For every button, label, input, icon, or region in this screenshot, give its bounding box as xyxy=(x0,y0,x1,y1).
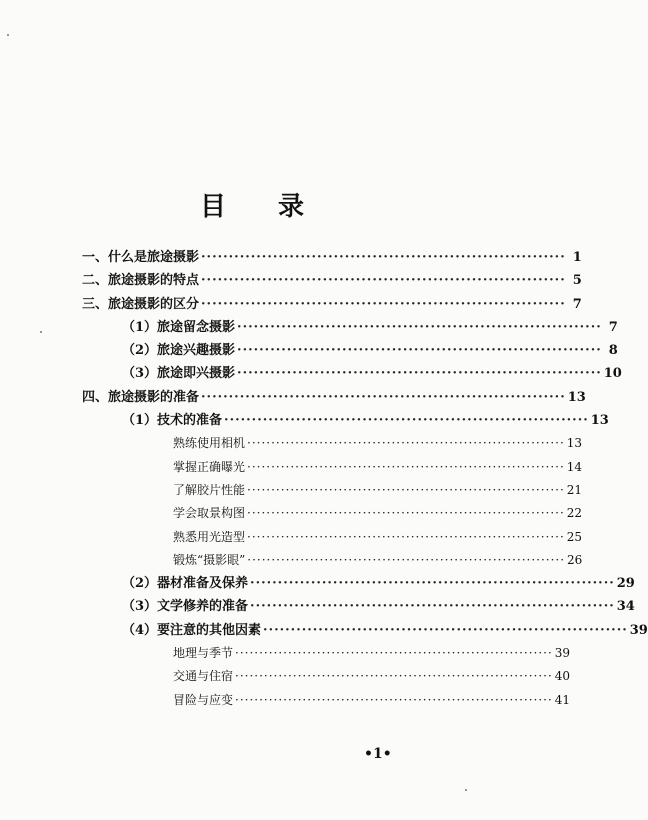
toc-entry-label: 地理与季节 xyxy=(173,646,234,661)
toc-entry-label: 熟练使用相机 xyxy=(173,436,246,451)
toc-entry-page: 39 xyxy=(554,646,571,661)
toc-entry-page: 7 xyxy=(572,296,582,312)
toc-entry xyxy=(82,409,609,432)
toc-entry xyxy=(82,362,622,385)
toc-entry xyxy=(82,386,586,409)
toc-entry-label: （3）旅途即兴摄影 xyxy=(122,366,236,382)
toc-entry-label: 交通与住宿 xyxy=(173,669,234,684)
toc-entry-label: （3）文学修养的准备 xyxy=(122,599,249,615)
toc-entry-label: 四、旅途摄影的准备 xyxy=(82,389,200,405)
toc-entry xyxy=(82,595,635,618)
toc-leader-dots: ·································································· xyxy=(247,552,566,567)
toc-entry-page: 25 xyxy=(566,529,583,544)
toc-leader-dots: ·································································· xyxy=(237,366,602,382)
toc-entry-label: （1）旅途留念摄影 xyxy=(122,319,236,335)
toc-leader-dots: ·································································· xyxy=(247,459,565,474)
toc-entry xyxy=(82,339,618,362)
toc-entry-page: 41 xyxy=(554,692,571,707)
page-title-char-2: 录 xyxy=(278,192,305,222)
toc-leader-dots: ·································································· xyxy=(247,529,565,544)
toc-entry-page: 1 xyxy=(572,250,582,265)
scan-speck xyxy=(40,331,42,333)
toc-entry-label: 熟悉用光造型 xyxy=(173,529,246,544)
table-of-contents xyxy=(82,246,648,712)
toc-entry-label: 一、什么是旅途摄影 xyxy=(82,250,200,265)
toc-entry xyxy=(82,619,648,642)
toc-entry-label: 了解胶片性能 xyxy=(173,482,246,497)
toc-entry xyxy=(82,665,571,688)
toc-entry-label: 学会取景构图 xyxy=(173,506,246,521)
toc-entry-page: 7 xyxy=(608,319,618,335)
toc-entry-page: 39 xyxy=(629,622,648,638)
toc-entry xyxy=(82,502,583,525)
toc-entry-page: 26 xyxy=(567,552,583,567)
toc-entry-label: 冒险与应变 xyxy=(173,692,234,707)
toc-entry xyxy=(82,549,583,572)
toc-entry-page: 13 xyxy=(566,436,583,451)
scan-speck xyxy=(465,789,467,791)
toc-leader-dots: ·································································· xyxy=(263,622,628,638)
toc-entry-page: 22 xyxy=(566,506,583,521)
toc-entry-page: 34 xyxy=(616,599,635,615)
toc-entry-label: 掌握正确曝光 xyxy=(173,459,246,474)
toc-leader-dots: ·································································· xyxy=(247,482,565,497)
toc-entry xyxy=(82,689,571,712)
toc-leader-dots: ·································································· xyxy=(237,343,602,359)
toc-entry-page: 21 xyxy=(566,482,583,497)
toc-leader-dots: ·································································· xyxy=(235,646,553,661)
toc-entry-page: 5 xyxy=(572,273,582,289)
scan-speck xyxy=(7,34,9,36)
toc-entry xyxy=(82,316,618,339)
toc-entry xyxy=(82,293,582,316)
toc-leader-dots: ·································································· xyxy=(201,273,566,289)
toc-leader-dots: ·································································· xyxy=(237,319,602,335)
toc-entry-label: （1）技术的准备 xyxy=(122,413,223,429)
toc-entry-label: （2）器材准备及保养 xyxy=(122,576,249,592)
toc-leader-dots: ·································································· xyxy=(224,413,589,429)
toc-entry-label: （2）旅途兴趣摄影 xyxy=(122,343,236,359)
toc-entry-label: 三、旅途摄影的区分 xyxy=(82,296,200,312)
toc-entry-label: 二、旅途摄影的特点 xyxy=(82,273,200,289)
toc-entry xyxy=(82,432,583,455)
toc-entry-page: 14 xyxy=(566,459,583,474)
page-title-char-1: 目 xyxy=(199,192,226,222)
toc-entry xyxy=(82,642,571,665)
toc-leader-dots: ·································································· xyxy=(201,250,566,265)
toc-leader-dots: ·································································· xyxy=(235,669,553,684)
toc-entry xyxy=(82,526,583,549)
toc-entry-page: 13 xyxy=(590,413,609,429)
toc-entry xyxy=(82,246,582,269)
toc-entry-page: 40 xyxy=(554,669,571,684)
toc-leader-dots: ·································································· xyxy=(250,599,615,615)
toc-entry xyxy=(82,456,583,479)
toc-entry xyxy=(82,479,583,502)
toc-entry-page: 8 xyxy=(608,343,618,359)
toc-entry-page: 13 xyxy=(567,389,586,405)
page-number: •1• xyxy=(364,746,392,762)
toc-leader-dots: ·································································· xyxy=(201,389,566,405)
toc-entry xyxy=(82,269,582,292)
toc-leader-dots: ·································································· xyxy=(250,576,615,592)
toc-leader-dots: ·································································· xyxy=(247,506,565,521)
toc-entry-label: （4）要注意的其他因素 xyxy=(122,622,262,638)
toc-entry xyxy=(82,572,635,595)
toc-leader-dots: ·································································· xyxy=(201,296,566,312)
toc-entry-page: 10 xyxy=(603,366,622,382)
toc-entry-page: 29 xyxy=(616,576,635,592)
page-title xyxy=(0,186,504,223)
toc-leader-dots: ·································································· xyxy=(247,436,565,451)
toc-entry-label: 锻炼“摄影眼” xyxy=(173,552,246,567)
toc-leader-dots: ·································································· xyxy=(235,692,553,707)
